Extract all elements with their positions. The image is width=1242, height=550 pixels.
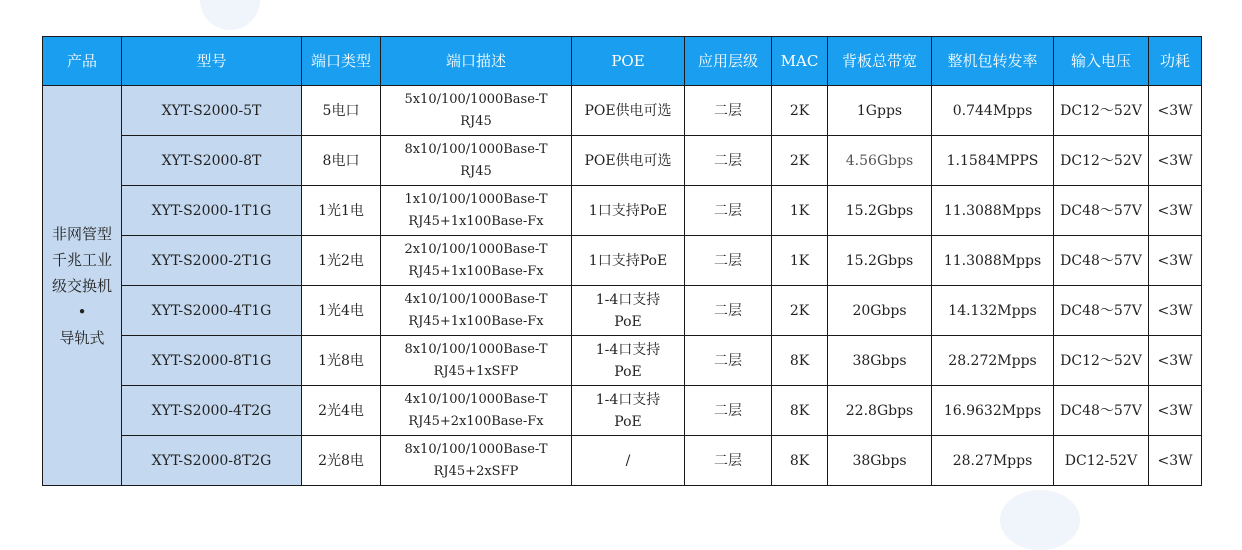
port-desc-cell-line: RJ45+1x100Base-Fx bbox=[408, 263, 544, 279]
power-cell: <3W bbox=[1149, 386, 1202, 436]
product-category bbox=[43, 86, 122, 486]
voltage-cell: DC48～57V bbox=[1054, 186, 1149, 236]
bandwidth-cell: 38Gbps bbox=[828, 336, 932, 386]
header-level: 应用层级 bbox=[685, 37, 772, 86]
table-row bbox=[43, 336, 1202, 386]
port-type-cell: 2光8电 bbox=[302, 436, 381, 486]
voltage-cell: DC48～57V bbox=[1054, 386, 1149, 436]
port-desc-cell-line: 5x10/100/1000Base-T bbox=[404, 91, 548, 107]
port-desc-cell-line: 4x10/100/1000Base-T bbox=[404, 291, 548, 307]
voltage-cell: DC48～57V bbox=[1054, 286, 1149, 336]
mac-cell: 8K bbox=[772, 436, 828, 486]
category-line: • bbox=[77, 302, 87, 321]
header-power: 功耗 bbox=[1149, 37, 1202, 86]
pps-cell: 11.3088Mpps bbox=[932, 186, 1054, 236]
port-desc-cell bbox=[381, 86, 572, 136]
table-row bbox=[43, 286, 1202, 336]
header-row bbox=[43, 37, 1202, 86]
port-desc-cell-line: RJ45+1x100Base-Fx bbox=[408, 313, 544, 329]
header-product: 产品 bbox=[43, 37, 122, 86]
power-cell: <3W bbox=[1149, 336, 1202, 386]
power-cell: <3W bbox=[1149, 436, 1202, 486]
power-cell: <3W bbox=[1149, 186, 1202, 236]
pps-cell: 14.132Mpps bbox=[932, 286, 1054, 336]
model-cell: XYT-S2000-4T2G bbox=[122, 386, 302, 436]
voltage-cell: DC12～52V bbox=[1054, 136, 1149, 186]
model-cell: XYT-S2000-8T1G bbox=[122, 336, 302, 386]
port-desc-cell-line: RJ45+2xSFP bbox=[433, 463, 519, 479]
port-desc-cell-line: 1x10/100/1000Base-T bbox=[404, 191, 548, 207]
pps-cell: 28.272Mpps bbox=[932, 336, 1054, 386]
table-row bbox=[43, 436, 1202, 486]
voltage-cell: DC12-52V bbox=[1054, 436, 1149, 486]
header-bandwidth: 背板总带宽 bbox=[828, 37, 932, 86]
bandwidth-cell: 15.2Gbps bbox=[828, 186, 932, 236]
table-row bbox=[43, 236, 1202, 286]
mac-cell: 2K bbox=[772, 286, 828, 336]
watermark-shape bbox=[1000, 490, 1080, 550]
category-line: 非网管型 bbox=[51, 224, 112, 243]
mac-cell: 2K bbox=[772, 86, 828, 136]
port-desc-cell bbox=[381, 286, 572, 336]
table-row bbox=[43, 386, 1202, 436]
category-line: 千兆工业 bbox=[51, 250, 112, 269]
level-cell: 二层 bbox=[685, 236, 772, 286]
port-type-cell: 1光2电 bbox=[302, 236, 381, 286]
bandwidth-cell: 4.56Gbps bbox=[828, 136, 932, 186]
poe-cell: / bbox=[572, 436, 685, 486]
power-cell: <3W bbox=[1149, 136, 1202, 186]
bandwidth-cell: 1Gpps bbox=[828, 86, 932, 136]
level-cell: 二层 bbox=[685, 186, 772, 236]
mac-cell: 2K bbox=[772, 136, 828, 186]
port-desc-cell-line: 8x10/100/1000Base-T bbox=[404, 441, 548, 457]
bandwidth-cell: 38Gbps bbox=[828, 436, 932, 486]
poe-cell: POE供电可选 bbox=[572, 136, 685, 186]
power-cell: <3W bbox=[1149, 86, 1202, 136]
poe-cell bbox=[572, 336, 685, 386]
pps-cell: 28.27Mpps bbox=[932, 436, 1054, 486]
header-port-type: 端口类型 bbox=[302, 37, 381, 86]
pps-cell: 0.744Mpps bbox=[932, 86, 1054, 136]
pps-cell: 16.9632Mpps bbox=[932, 386, 1054, 436]
voltage-cell: DC12～52V bbox=[1054, 86, 1149, 136]
level-cell: 二层 bbox=[685, 136, 772, 186]
level-cell: 二层 bbox=[685, 436, 772, 486]
bandwidth-cell: 22.8Gbps bbox=[828, 386, 932, 436]
mac-cell: 8K bbox=[772, 386, 828, 436]
level-cell: 二层 bbox=[685, 86, 772, 136]
category-line: 级交换机 bbox=[51, 276, 112, 295]
level-cell: 二层 bbox=[685, 286, 772, 336]
poe-cell-line: 1-4口支持 bbox=[595, 341, 661, 358]
poe-cell bbox=[572, 386, 685, 436]
port-type-cell: 8电口 bbox=[302, 136, 381, 186]
level-cell: 二层 bbox=[685, 336, 772, 386]
spec-table bbox=[42, 36, 1202, 486]
header-pps: 整机包转发率 bbox=[932, 37, 1054, 86]
port-type-cell: 5电口 bbox=[302, 86, 381, 136]
port-desc-cell bbox=[381, 336, 572, 386]
mac-cell: 1K bbox=[772, 186, 828, 236]
port-desc-cell-line: RJ45 bbox=[460, 113, 492, 129]
poe-cell-line: PoE bbox=[614, 313, 642, 330]
port-desc-cell-line: 2x10/100/1000Base-T bbox=[404, 241, 548, 257]
header-mac: MAC bbox=[772, 37, 828, 86]
poe-cell-line: PoE bbox=[614, 363, 642, 380]
model-cell: XYT-S2000-8T bbox=[122, 136, 302, 186]
port-desc-cell-line: 4x10/100/1000Base-T bbox=[404, 391, 548, 407]
table-row bbox=[43, 186, 1202, 236]
port-type-cell: 1光4电 bbox=[302, 286, 381, 336]
port-type-cell: 2光4电 bbox=[302, 386, 381, 436]
bandwidth-cell: 20Gbps bbox=[828, 286, 932, 336]
port-desc-cell bbox=[381, 436, 572, 486]
header-voltage: 输入电压 bbox=[1054, 37, 1149, 86]
model-cell: XYT-S2000-1T1G bbox=[122, 186, 302, 236]
port-desc-cell-line: 8x10/100/1000Base-T bbox=[404, 141, 548, 157]
table-row bbox=[43, 136, 1202, 186]
header-port-desc: 端口描述 bbox=[381, 37, 572, 86]
poe-cell: 1口支持PoE bbox=[572, 186, 685, 236]
poe-cell-line: 1-4口支持 bbox=[595, 391, 661, 408]
port-desc-cell bbox=[381, 136, 572, 186]
watermark-shape bbox=[200, 0, 260, 30]
poe-cell bbox=[572, 286, 685, 336]
port-type-cell: 1光1电 bbox=[302, 186, 381, 236]
poe-cell-line: PoE bbox=[614, 413, 642, 430]
port-desc-cell bbox=[381, 186, 572, 236]
model-cell: XYT-S2000-8T2G bbox=[122, 436, 302, 486]
table-row bbox=[43, 86, 1202, 136]
bandwidth-cell: 15.2Gbps bbox=[828, 236, 932, 286]
mac-cell: 8K bbox=[772, 336, 828, 386]
level-cell: 二层 bbox=[685, 386, 772, 436]
pps-cell: 11.3088Mpps bbox=[932, 236, 1054, 286]
poe-cell: POE供电可选 bbox=[572, 86, 685, 136]
model-cell: XYT-S2000-2T1G bbox=[122, 236, 302, 286]
mac-cell: 1K bbox=[772, 236, 828, 286]
poe-cell: 1口支持PoE bbox=[572, 236, 685, 286]
category-line: 导轨式 bbox=[59, 328, 105, 347]
port-desc-cell-line: RJ45+1x100Base-Fx bbox=[408, 213, 544, 229]
port-desc-cell bbox=[381, 386, 572, 436]
port-desc-cell-line: RJ45+2x100Base-Fx bbox=[408, 413, 544, 429]
header-model: 型号 bbox=[122, 37, 302, 86]
voltage-cell: DC12～52V bbox=[1054, 336, 1149, 386]
port-desc-cell-line: 8x10/100/1000Base-T bbox=[404, 341, 548, 357]
model-cell: XYT-S2000-5T bbox=[122, 86, 302, 136]
port-desc-cell-line: RJ45 bbox=[460, 163, 492, 179]
port-desc-cell-line: RJ45+1xSFP bbox=[433, 363, 519, 379]
power-cell: <3W bbox=[1149, 236, 1202, 286]
pps-cell: 1.1584MPPS bbox=[932, 136, 1054, 186]
model-cell: XYT-S2000-4T1G bbox=[122, 286, 302, 336]
poe-cell-line: 1-4口支持 bbox=[595, 291, 661, 308]
voltage-cell: DC48～57V bbox=[1054, 236, 1149, 286]
port-type-cell: 1光8电 bbox=[302, 336, 381, 386]
power-cell: <3W bbox=[1149, 286, 1202, 336]
header-poe: POE bbox=[572, 37, 685, 86]
port-desc-cell bbox=[381, 236, 572, 286]
